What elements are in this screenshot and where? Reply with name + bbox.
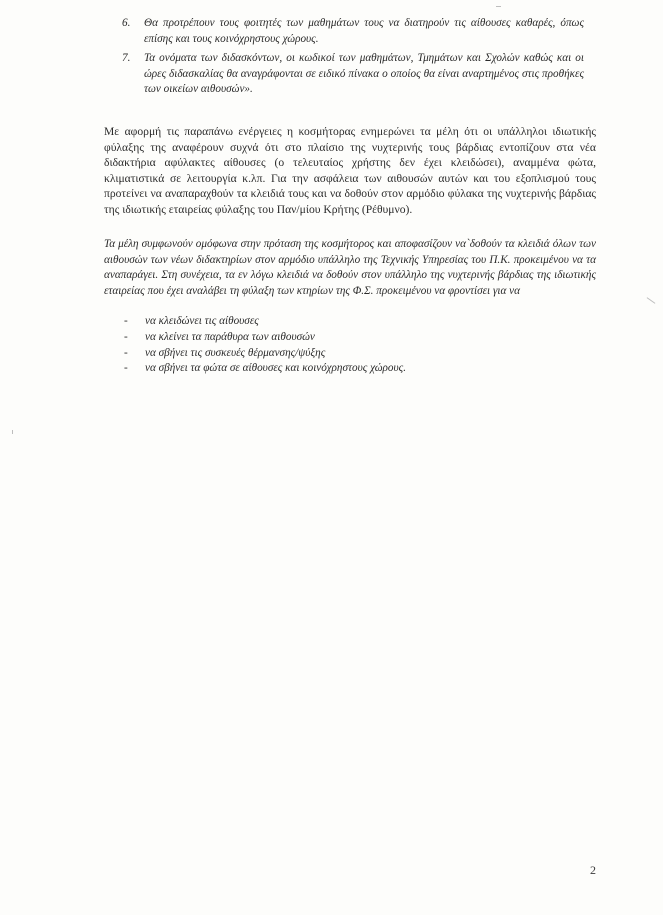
list-item	[0, 330, 663, 346]
item-text: Τα ονόματα των διδασκόντων, οι κωδικοί των μαθημάτων, Τμημάτων και Σχολών καθώς και οι ώρες διδασκαλίας θα αναγράφονται σε ειδικό πίνακα ο οποίος θα είναι αναρτημένος στις προθήκες των οικείων αιθουσών».	[144, 52, 584, 95]
scan-artifact	[647, 297, 656, 304]
paragraph-security-report: Με αφορμή τις παραπάνω ενέργειες η κοσμήτορας ενημερώνει τα μέλη ότι οι υπάλληλοι ιδιωτικής φύλαξης της αναφέρουν συχνά ότι στο πλαίσιο της νυχτερινής τους βάρδιας εντοπίζουν στα νέα διδακτήρια αφύλακτες αίθουσες (ο τελευταίος χρήστης δεν έχει κλειδώσει), αναμμένα φώτα, κλιματιστικά σε λειτουργία κ.λπ. Για την ασφάλεια των αιθουσών αυτών και του εξοπλισμού τους προτείνει να αναπαραχθούν τα κλειδιά τους και να δοθούν στον αρμόδιο φύλακα της νυχτερινής βάρδιας της ιδιωτικής εταιρείας φύλαξης του Παν/μίου Κρήτης (Ρέθυμνο).	[104, 125, 596, 216]
list-item-text: να σβήνει τις συσκευές θέρμανσης/ψύξης	[145, 346, 326, 359]
bullet-dash: -	[124, 330, 128, 343]
item-number: 7.	[122, 52, 131, 64]
list-item-text: να σβήνει τα φώτα σε αίθουσες και κοινόχρηστους χώρους.	[145, 362, 406, 375]
list-item	[0, 361, 663, 377]
scan-artifact	[12, 430, 13, 434]
page-number: 2	[590, 863, 596, 877]
paragraph-decision: Τα μέλη συμφωνούν ομόφωνα στην πρόταση της κοσμήτορος και αποφασίζουν να`δοθούν τα κλειδιά όλων των αιθουσών των νέων διδακτηρίων στον αρμόδιο υπάλληλο της Τεχνικής Υπηρεσίας του Π.Κ. προκειμένου να τα αναπαράγει. Στη συνέχεια, τα εν λόγω κλειδιά να δοθούν στον υπάλληλο της νυχτερινής βάρδιας της ιδιωτικής εταιρείας που έχει αναλάβει τη φύλαξη των κτηρίων της Φ.Σ. προκειμένου να φροντίσει για να	[104, 238, 596, 297]
bullet-dash: -	[124, 362, 128, 375]
list-item	[0, 314, 663, 330]
item-number: 6.	[122, 17, 131, 29]
duties-list	[0, 314, 663, 377]
list-item-text: να κλειδώνει τις αίθουσες	[145, 315, 259, 327]
list-item-text: να κλείνει τα παράθυρα των αιθουσών	[145, 330, 315, 343]
bullet-dash: -	[124, 346, 128, 359]
bullet-dash: -	[124, 315, 128, 327]
item-text: Θα προτρέπουν τους φοιτητές των μαθημάτων τους να διατηρούν τις αίθουσες καθαρές, όπως επίσης και τους κοινόχρηστους χώρους.	[144, 17, 584, 45]
scan-artifact	[496, 6, 501, 7]
list-item	[0, 346, 663, 362]
